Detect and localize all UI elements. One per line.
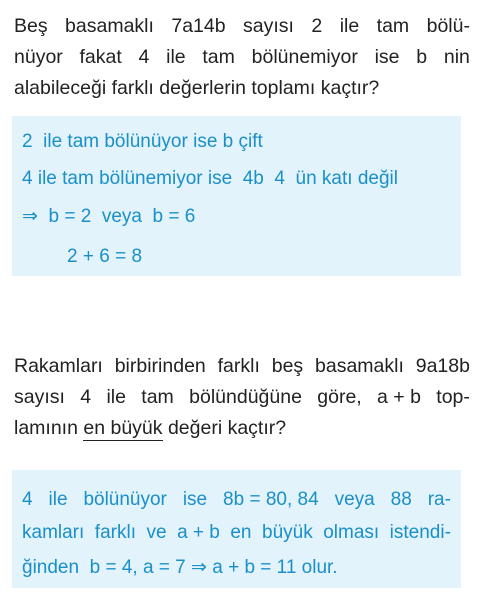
word: 4: [80, 386, 92, 408]
word: kamları: [22, 522, 85, 543]
problem1-line-2: [14, 45, 470, 69]
word: nin: [443, 46, 470, 68]
word: fakat: [79, 46, 122, 68]
solution1-line-4: 2 + 6 = 8: [67, 246, 143, 267]
problem2-line-1: [14, 354, 470, 378]
solution1-line-2: 4 ile tam bölünemiyor ise 4b 4 ün katı değil: [22, 168, 398, 189]
word: göre,: [317, 386, 362, 408]
word: ra-: [427, 489, 451, 510]
word: ise: [374, 46, 400, 68]
word: birbirinden: [114, 355, 206, 377]
word: veya: [334, 489, 375, 510]
word: 2: [311, 15, 323, 37]
word: sayısı: [14, 386, 65, 408]
word: 4: [138, 46, 150, 68]
word: 7a14b: [171, 15, 226, 37]
text: lamının: [14, 417, 84, 439]
word: ile: [166, 46, 186, 68]
problem1-line-1: [14, 14, 470, 38]
problem2-line-3: [14, 416, 470, 441]
word: bölünemiyor: [251, 46, 358, 68]
word: farklı: [94, 522, 136, 543]
solution2-line-3: ğinden b = 4, a = 7 ⇒ a + b = 11 olur.: [22, 557, 338, 578]
word: bölündüğüne: [189, 386, 302, 408]
solution2-line-2: [22, 521, 451, 545]
text: değeri kaçtır?: [162, 417, 287, 439]
word: 9a18b: [415, 355, 470, 377]
solution2-line-1: [22, 488, 451, 512]
problem2-line-2: [14, 385, 470, 409]
word: 8b = 80, 84: [223, 489, 319, 510]
problem1-line-3: [14, 76, 470, 100]
emphasis-underlined: en büyük: [83, 417, 163, 439]
word: a + b: [377, 386, 421, 408]
word: bölü-: [426, 15, 470, 37]
word: beş: [271, 355, 304, 377]
word: b: [416, 46, 428, 68]
word: Rakamları: [14, 355, 103, 377]
word: ile: [48, 489, 68, 510]
word: basamaklı: [65, 15, 154, 37]
word: 88: [390, 489, 412, 510]
word: tam: [202, 46, 235, 68]
word: tam: [141, 386, 174, 408]
word: 4: [22, 489, 33, 510]
solution2-box: [12, 470, 461, 588]
problem1-line-3-text: alabileceği farklı değerlerin toplamı kaçtır?: [14, 77, 380, 99]
word: istendi-: [389, 522, 451, 543]
solution1-box: [12, 116, 461, 276]
word: ile: [339, 15, 360, 37]
solution1-line-3: ⇒ b = 2 veya b = 6: [22, 206, 196, 227]
word: ile: [106, 386, 126, 408]
word: Beş: [14, 15, 48, 37]
word: ve: [146, 522, 167, 543]
word: tam: [376, 15, 410, 37]
word: nüyor: [14, 46, 63, 68]
word: büyük: [262, 522, 313, 543]
word: olması: [323, 522, 380, 543]
word: top-: [436, 386, 470, 408]
word: a + b: [177, 522, 220, 543]
word: bölünüyor: [83, 489, 167, 510]
word: farklı: [217, 355, 260, 377]
word: sayısı: [243, 15, 294, 37]
word: ise: [182, 489, 208, 510]
solution1-line-1: 2 ile tam bölünüyor ise b çift: [22, 131, 263, 152]
word: en: [230, 522, 252, 543]
word: basamaklı: [315, 355, 404, 377]
